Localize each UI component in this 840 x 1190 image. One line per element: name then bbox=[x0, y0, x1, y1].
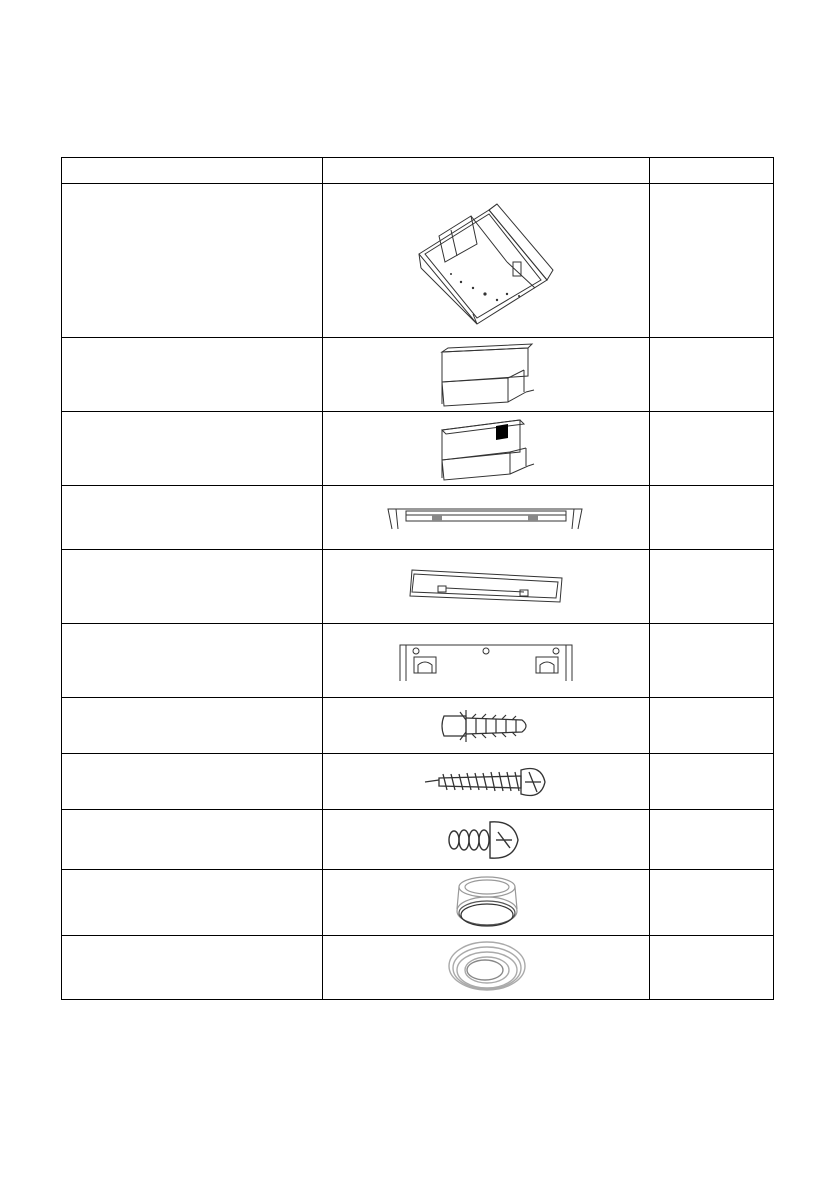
part-qty-cell bbox=[650, 486, 774, 550]
table-row bbox=[62, 486, 774, 550]
chimney-cover-with-vent-icon bbox=[436, 416, 536, 482]
part-name-cell bbox=[62, 698, 323, 754]
table-row bbox=[62, 184, 774, 338]
part-image-cell bbox=[323, 412, 650, 486]
part-name-cell bbox=[62, 754, 323, 810]
table-row bbox=[62, 754, 774, 810]
part-name-cell bbox=[62, 486, 323, 550]
part-name-cell bbox=[62, 810, 323, 870]
duct-adapter-ring-icon bbox=[451, 873, 521, 933]
part-qty-cell bbox=[650, 698, 774, 754]
part-name-cell bbox=[62, 184, 323, 338]
sealing-ring-icon bbox=[443, 938, 529, 998]
parts-list-table bbox=[61, 157, 774, 1000]
table-row bbox=[62, 338, 774, 412]
long-screw-icon bbox=[421, 760, 551, 804]
part-name-cell bbox=[62, 412, 323, 486]
table-row bbox=[62, 936, 774, 1000]
part-image-cell bbox=[323, 486, 650, 550]
part-qty-cell bbox=[650, 412, 774, 486]
part-name-cell bbox=[62, 624, 323, 698]
wall-bracket-icon bbox=[406, 566, 566, 608]
part-name-cell bbox=[62, 936, 323, 1000]
short-screw-icon bbox=[444, 816, 528, 864]
header-cell bbox=[62, 158, 323, 184]
top-bracket-icon bbox=[386, 501, 586, 535]
table-row bbox=[62, 412, 774, 486]
chimney-cover-icon bbox=[436, 342, 536, 408]
part-qty-cell bbox=[650, 624, 774, 698]
part-qty-cell bbox=[650, 936, 774, 1000]
part-image-cell bbox=[323, 754, 650, 810]
part-name-cell bbox=[62, 870, 323, 936]
header-cell bbox=[323, 158, 650, 184]
part-image-cell bbox=[323, 338, 650, 412]
part-image-cell bbox=[323, 550, 650, 624]
table-row bbox=[62, 870, 774, 936]
part-qty-cell bbox=[650, 338, 774, 412]
part-image-cell bbox=[323, 184, 650, 338]
hanging-bracket-icon bbox=[396, 639, 576, 683]
part-image-cell bbox=[323, 870, 650, 936]
part-qty-cell bbox=[650, 184, 774, 338]
table-row bbox=[62, 698, 774, 754]
table-row bbox=[62, 550, 774, 624]
part-image-cell bbox=[323, 624, 650, 698]
part-qty-cell bbox=[650, 870, 774, 936]
hood-body-icon bbox=[411, 196, 561, 326]
part-image-cell bbox=[323, 698, 650, 754]
part-qty-cell bbox=[650, 810, 774, 870]
part-name-cell bbox=[62, 338, 323, 412]
table-row bbox=[62, 810, 774, 870]
wall-plug-icon bbox=[438, 706, 534, 746]
header-cell bbox=[650, 158, 774, 184]
part-image-cell bbox=[323, 936, 650, 1000]
part-qty-cell bbox=[650, 550, 774, 624]
part-image-cell bbox=[323, 810, 650, 870]
part-qty-cell bbox=[650, 754, 774, 810]
part-name-cell bbox=[62, 550, 323, 624]
table-row bbox=[62, 624, 774, 698]
table-header-row bbox=[62, 158, 774, 184]
